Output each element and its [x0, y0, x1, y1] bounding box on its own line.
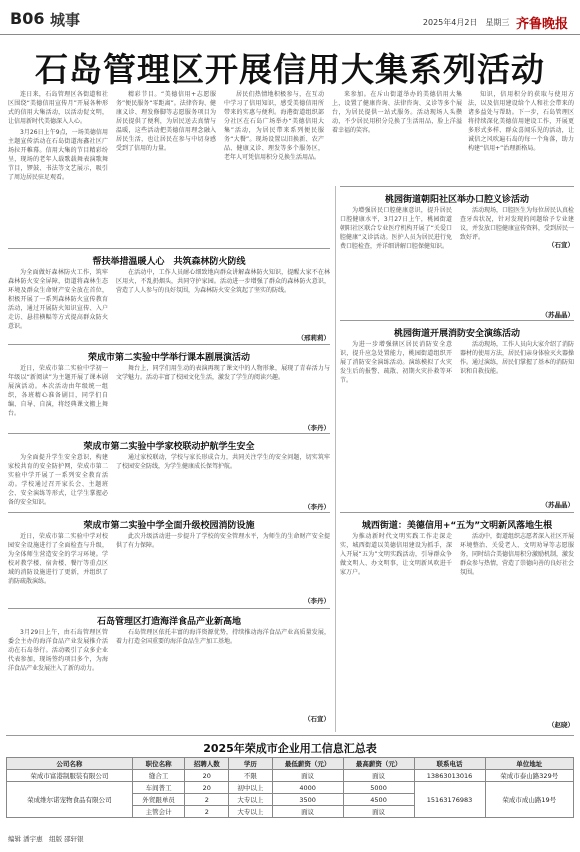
- article-paragraph: 在活动中，工作人员耐心细致地向群众讲解森林防火知识，提醒大家不在林区用火，不乱扔烟头，共同守护家园。活动进一步增强了群众的森林防火意识，营造了人人参与的良好氛围，为森林防火安全筑起了坚实的防线。: [116, 269, 330, 294]
- article-paragraph: 为推动新时代文明实践工作走深走实，城西街道以美德信用建设为抓手，深入开展“五为”文明实践活动，引导群众争做文明人、办文明事，让文明新风吹进千家万户。: [340, 533, 452, 576]
- article-2-column-1: [8, 364, 108, 430]
- article-4-column-2: [116, 532, 330, 584]
- article-paragraph: 为进一步增强辖区居民消防安全意识，提升应急处置能力，桃园街道组织开展了消防安全演练活动。演练模拟了火灾发生后的报警、疏散、初期火灾扑救等环节。: [340, 341, 452, 384]
- max-salary-cell: 面议: [343, 806, 414, 818]
- company-cell: 荣成市富港制服装有限公司: [7, 770, 133, 782]
- divider: [8, 433, 330, 434]
- position-cell: 车间普工: [132, 782, 185, 794]
- education-cell: 大专以上: [229, 794, 273, 806]
- article-credit: （李丹）: [304, 424, 330, 432]
- masthead: [0, 0, 580, 35]
- divider: [8, 248, 330, 249]
- article-paragraph: 活动现场，口腔医生为每位居民认真检查牙齿状况，针对发现的问题给予专业建议，并发放口腔健康宣传资料，受到居民一致好评。: [460, 207, 574, 241]
- lead-credit: （石宣）: [548, 241, 574, 249]
- max-salary-cell: 面议: [343, 770, 414, 782]
- article-paragraph: 此次升级活动进一步提升了学校的安全管理水平，为师生的生命财产安全提供了有力保障。: [116, 533, 330, 549]
- issue-date: 2025年4月2日 星期三: [422, 18, 510, 27]
- address-cell: 荣成市成山路19号: [485, 782, 573, 818]
- min-salary-cell: 面议: [272, 806, 343, 818]
- article-title: 荣成市第二实验中学家校联动护航学生安全: [83, 442, 255, 452]
- divider: [8, 344, 330, 345]
- article-2-column-2: [116, 364, 330, 420]
- min-salary-cell: 面议: [272, 770, 343, 782]
- column-header: 公司名称: [7, 758, 133, 770]
- column-header: 单位地址: [485, 758, 573, 770]
- education-cell: 大专以上: [229, 806, 273, 818]
- column-header: 联系电话: [414, 758, 485, 770]
- article-title: 桃园街道朝阳社区举办口腔义诊活动: [384, 195, 529, 205]
- position-cell: 主管会计: [132, 806, 185, 818]
- article-1-column-1: [8, 268, 108, 340]
- lead-column-3: [224, 90, 324, 242]
- education-cell: 初中以上: [229, 782, 273, 794]
- lead-column-4: [332, 90, 462, 182]
- divider: [8, 608, 330, 609]
- main-headline: 石岛管理区开展信用大集系列活动: [35, 50, 545, 89]
- position-cell: 外贸跟单员: [132, 794, 185, 806]
- article-credit: （李丹）: [304, 503, 330, 511]
- min-salary-cell: 3500: [272, 794, 343, 806]
- lead-paragraph: 居民们热情地积极参与，在互动中学习了信用知识，感受美德信用所带来的实惠与便利。海港街道组织部分社区在石岛广场举办“美德信用大集”活动，为居民带来系列便民服务“大餐”。现场设置以旧换新、农产品、健康义诊、理发等多个服务区，老年人可凭信用积分兑换生活用品。: [224, 91, 324, 161]
- lead-paragraph: 连日来，石岛管理区各街道和社区围绕“美德信用宣传月”开展各种形式的信用大集活动，以活动促文明，让信用新时代美德深入人心。: [8, 91, 108, 125]
- article-paragraph: 为全面做好森林防火工作，筑牢森林防火安全屏障，街道将森林生态环境及群众生命财产安全放在首位，积极开展了一系列森林防火宣传教育活动，通过开展防火知识宣传、入户走访、悬挂横幅等方式提高群众防火意识。: [8, 269, 108, 330]
- headcount-cell: 2: [185, 806, 229, 818]
- column-header: 最低薪资（元）: [272, 758, 343, 770]
- headcount-cell: 20: [185, 782, 229, 794]
- article-title: 荣成市第二实验中学全面升级校园消防设施: [83, 521, 255, 531]
- article-6-column-2: [460, 206, 574, 306]
- position-cell: 缝合工: [132, 770, 185, 782]
- lead-paragraph: 精彩节目。“美德信用+志愿服务”便民服务“零距离”。法律咨询、健康义诊、理发修脚等志愿服务项目为居民提供了便利，为居民送去真情与温暖，这些活动把美德信用理念融入居民生活，也让居民在参与中切身感受到了信用的力量。: [116, 91, 216, 152]
- max-salary-cell: 5000: [343, 782, 414, 794]
- article-8-column-1: [340, 532, 452, 728]
- divider: [340, 512, 574, 513]
- article-5-column-2: [116, 628, 330, 708]
- article-title: 石岛管理区打造海洋食品产业新高地: [96, 617, 241, 627]
- column-header: 职位名称: [132, 758, 185, 770]
- table-row: [7, 782, 574, 794]
- column-header: 最高薪资（元）: [343, 758, 414, 770]
- table-row: [7, 770, 574, 782]
- lead-column-1: [8, 90, 108, 242]
- article-7-column-2: [460, 340, 574, 500]
- address-cell: 荣成市泰山路329号: [485, 770, 573, 782]
- article-3-column-1: [8, 453, 108, 509]
- article-title: 桃园街道开展消防安全演练活动: [393, 329, 520, 339]
- article-paragraph: 近日，荣成市第二实验中学初一年级以“新阅读”为主题开展了课本剧展演活动。本次活动由年级统一组织，各班精心准备剧目，同学们自编、自导、自演，将经典课文搬上舞台。: [8, 365, 108, 417]
- article-3-column-2: [116, 453, 330, 499]
- article-paragraph: 活动现场，工作人员向大家介绍了消防器材的使用方法，居民们亲身体验灭火器操作。通过演练，居民们掌握了基本的消防知识和自救技能。: [460, 341, 574, 375]
- article-credit: （石宣）: [304, 715, 330, 723]
- article-credit: （苏晶晶）: [541, 311, 574, 319]
- article-credit: （赵晓）: [548, 721, 574, 729]
- article-4-column-1: [8, 532, 108, 606]
- table-title: 2025年荣成市企业用工信息汇总表: [203, 742, 377, 755]
- article-paragraph: 舞台上，同学们用生动的表演再现了课文中的人物形象，展现了青春活力与文学魅力。活动丰富了校园文化生活，激发了学生的阅读兴趣。: [116, 365, 330, 381]
- divider: [8, 512, 330, 513]
- divider: [340, 186, 574, 187]
- article-1-column-2: [116, 268, 330, 330]
- lead-column-2: [116, 90, 216, 242]
- table-header-row: [7, 758, 574, 770]
- article-title: 帮扶举措温暖人心 共筑森林防火防线: [92, 257, 246, 267]
- article-5-column-1: [8, 628, 108, 728]
- article-paragraph: 通过家校联动，学校与家长形成合力，共同关注学生的安全问题，切实筑牢了校园安全防线，为学生健康成长保驾护航。: [116, 454, 330, 470]
- education-cell: 不限: [229, 770, 273, 782]
- article-paragraph: 3月29日上午，由石岛管理区管委会主办的海洋食品产业发展推介活动在石岛举行。活动吸引了众多企业代表参加，现场签约项目多个，为海洋食品产业发展注入了新的动力。: [8, 629, 108, 672]
- article-title: 荣成市第二实验中学举行课本剧展演活动: [87, 353, 250, 363]
- section-name: 城事: [50, 11, 81, 29]
- article-paragraph: 近日，荣成市第二实验中学对校园安全设施进行了全面检查与升级，为全体师生营造安全的学习环境。学校对教学楼、宿舍楼、餐厅等重点区域的消防设施进行了更新，并组织了消防疏散演练。: [8, 533, 108, 585]
- article-credit: （李丹）: [304, 597, 330, 605]
- lead-paragraph: 知识，信用积分的获取与使用方法，以及信用建设给个人和社会带来的诸多益处与帮助。下一步，石岛管理区将持续深化美德信用建设工作，开展更多形式多样、群众喜闻乐见的活动，让诚信之风吹遍石岛的每一个角落，助力构建“信用+”治理新格局。: [468, 91, 574, 152]
- min-salary-cell: 4000: [272, 782, 343, 794]
- newspaper-logo: 齐鲁晚报: [515, 17, 568, 32]
- article-6-column-1: [340, 206, 452, 316]
- article-paragraph: 为全面提升学生安全意识，构建家校共育的安全防护网，荣成市第二实验中学开展了一系列安全教育活动。学校通过召开家长会、主题班会、安全演练等形式，让学生掌握必备的安全知识。: [8, 454, 108, 506]
- phone-cell: 15163176983: [414, 782, 485, 818]
- column-divider: [335, 186, 336, 732]
- editor-credits: 编辑 潘宇惠 组版 邵轩银: [8, 835, 84, 843]
- column-header: 招聘人数: [185, 758, 229, 770]
- lead-paragraph: 3月26日上午9点，一场美德信用主题宣传活动在石岛街道海鑫社区广场拉开帷幕。信用大集的节目精彩纷呈，现场的老年人载歌载舞表演歌舞节目，锣鼓、书法等文艺展示，吸引了周边居民驻足观看。: [8, 129, 108, 181]
- headcount-cell: 20: [185, 770, 229, 782]
- max-salary-cell: 4500: [343, 794, 414, 806]
- lead-paragraph: 来参加。在斥山街道举办的美德信用大集上，设置了健康咨询、法律咨询、义诊等多个展台，为居民提供一站式服务。活动现场人头攒动，不少居民用积分兑换了生活用品，脸上洋溢着幸福的笑容。: [332, 91, 462, 134]
- article-paragraph: 石岛管理区依托丰富的海洋资源优势，持续推动海洋食品产业高质量发展，着力打造全国重要的海洋食品生产加工基地。: [116, 629, 330, 645]
- page-number: B06: [10, 9, 45, 28]
- divider: [6, 735, 574, 736]
- phone-cell: 13863013016: [414, 770, 485, 782]
- article-7-column-1: [340, 340, 452, 506]
- jobs-table: [6, 757, 574, 818]
- article-8-column-2: [460, 532, 574, 718]
- article-title: 城西街道：美德信用+“五为”文明新风落地生根: [361, 521, 553, 531]
- headcount-cell: 2: [185, 794, 229, 806]
- article-credit: （苏晶晶）: [541, 501, 574, 509]
- company-cell: 荣成维尔诺宠物食品有限公司: [7, 782, 133, 818]
- masthead-right: [423, 13, 568, 32]
- column-header: 学历: [229, 758, 273, 770]
- divider: [340, 320, 574, 321]
- article-paragraph: 活动中，街道组织志愿者深入社区开展环境整治、关爱老人、文明劝导等志愿服务，同时结合美德信用积分激励机制，激发群众参与热情，营造了崇德向善的良好社会氛围。: [460, 533, 574, 576]
- article-paragraph: 为增强居民口腔健康意识，提升居民口腔健康水平，3月27日上午，桃园街道朝阳社区联合专业医疗机构开展了“关爱口腔健康”义诊活动。医护人员为居民进行免费口腔检查，并详细讲解口腔保健知识。: [340, 207, 452, 250]
- article-credit: （邢莉莉）: [297, 334, 330, 342]
